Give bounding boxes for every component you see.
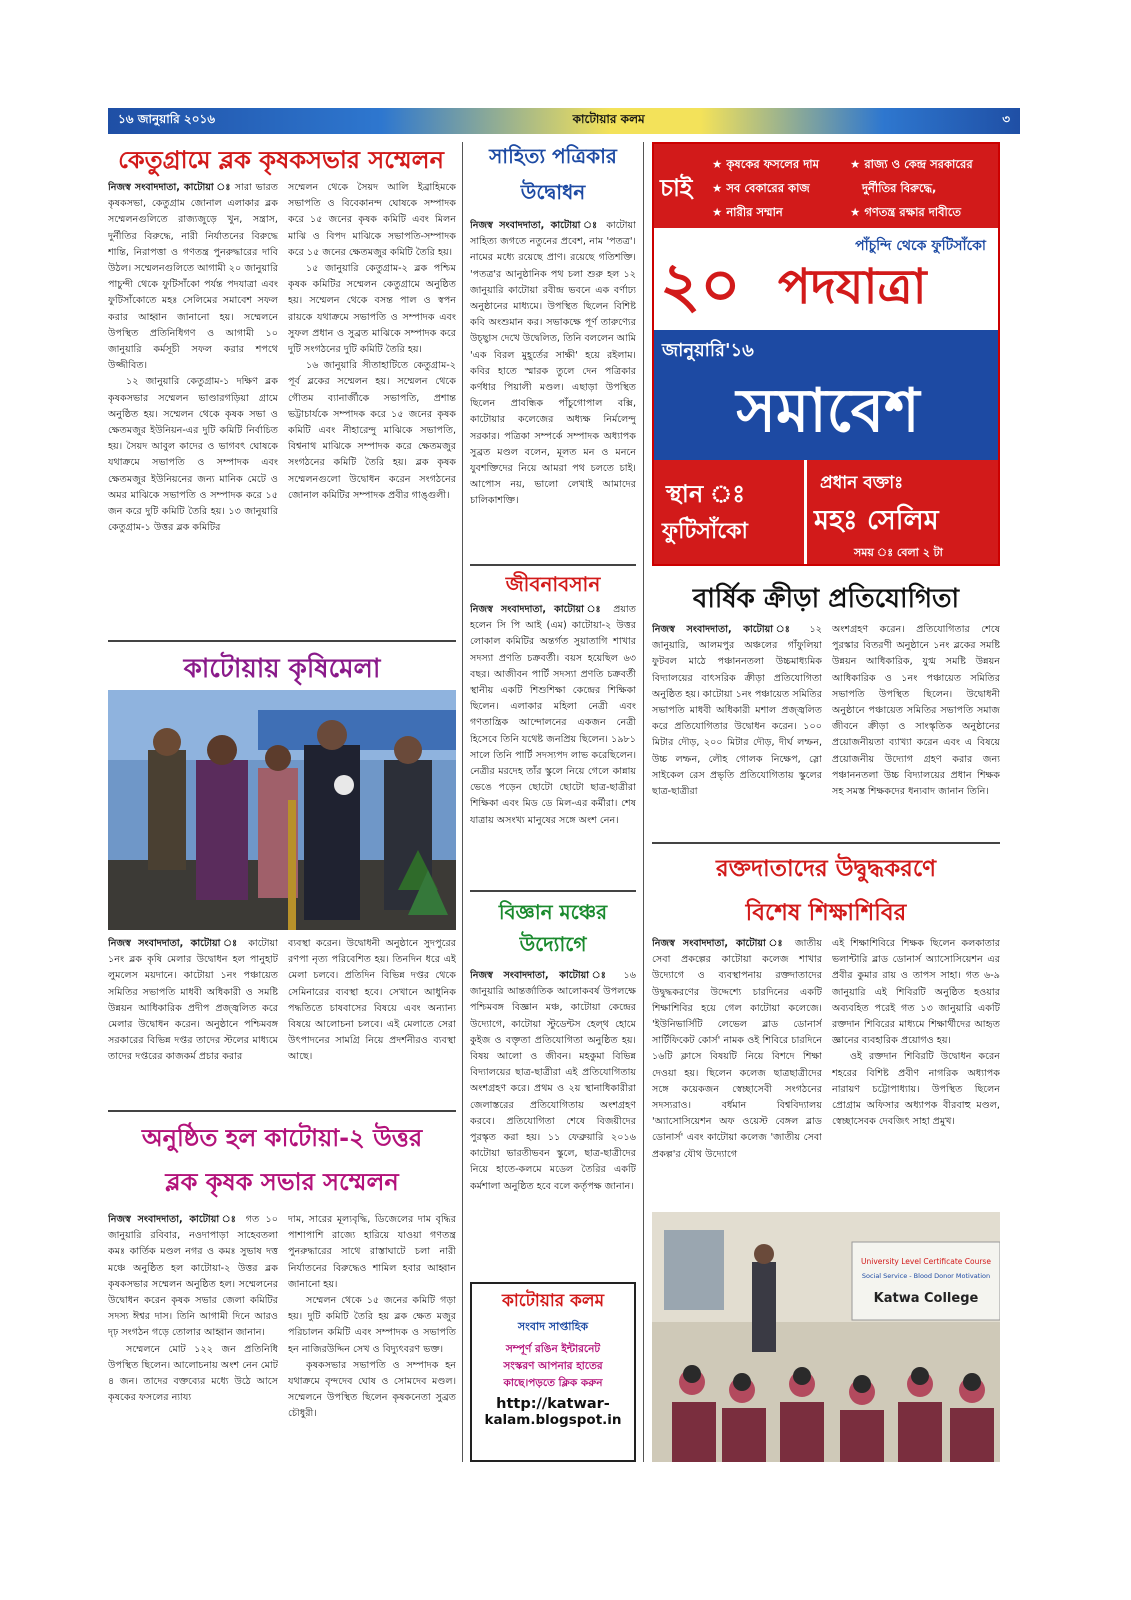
article-text: ১৫ জানুয়ারি কেতুগ্রাম-২ ব্লক পশ্চিম কৃষক কমিটির সম্মেলন কেতুগ্রামে অনুষ্ঠিত হয়। সম্মেলন থেকে বসন্ত পাল ও স্বপন রায়কে যথাক্রমে সভাপতি ও সম্পাদক এবং সুফল প্রধান ও সুব্রত মাঝিকে সম্পাদক করে দুটি সংগঠনের দুটি কমিটি তৈরি হয়। — [288, 263, 456, 356]
article-subtitle: বিশেষ শিক্ষাশিবির — [745, 900, 907, 926]
event-time: সময় ঃ বেলা ২ টা — [854, 546, 943, 559]
promo-line: সংস্করণ আপনার হাতের — [503, 1360, 603, 1372]
article-text: জাতীয় সেবা প্রকল্পের কাটোয়া কলেজ শাখার উদ্যোগে ও ব্যবস্থাপনায় রক্তদাতাদের উদ্বুদ্ধকরণের উদ্দেশ্যে চারদিনের একটি শিক্ষাশিবির হয়ে গেল কাটোয়া কলেজে। 'ইউনিভার্সিটি লেভেল ব্লাড ডোনার্স সার্টিফিকেট কোর্স' নামক ওই শিবিরে চারদিনে ১৬টি ক্লাসে বিষয়টি নিয়ে বিশদে শিক্ষা দেওয়া হয়। ছিলেন কলেজ ছাত্রছাত্রীদের সঙ্গে কয়েকজন স্বেচ্ছাসেবী সংগঠনের সদস্যরাও। বর্ধমান বিশ্ববিদ্যালয় 'অ্যাসোসিয়েশন অফ ওয়েস্ট বেঙ্গল ব্লাড ডোনার্স' এবং কাটোয়া কলেজ 'জাতীয় সেবা প্রকল্প'র যৌথ উদ্যোগে — [652, 938, 822, 1160]
article-body — [832, 622, 1000, 840]
article-title-obituary: জীবনাবসান — [505, 572, 601, 596]
demand-item: ★ কৃষকের ফসলের দাম — [712, 157, 819, 171]
banner-sign-line: Social Service - Blood Donor Motivation — [861, 1272, 991, 1280]
article-text: গত ১০ জানুয়ারি রবিবার, নওদাপাড়া সাহেবতলা কমঃ কার্তিক মণ্ডল নগর ও কমঃ সুভাষ দত্ত মঞ্চে অনুষ্ঠিত হল কাটোয়া-২ উত্তর ব্লক কৃষকসভার সম্মেলন অনুষ্ঠিত হল। সম্মেলনের উদ্বোধন করেন কৃষক সভার জেলা কমিটির সদস্য ঈশ্বর দাস। তিনি আগামী দিনে আরও দৃঢ় সংগঠন গড়ে তোলার আহ্বান জানান। — [108, 1214, 278, 1339]
divider — [652, 842, 1000, 844]
promo-line: সম্পূর্ণ রঙিন ইন্টারনেট — [505, 1343, 601, 1355]
article-text: কৃষকসভার সভাপতি ও সম্পাদক হন যথাক্রমে বৃন্দদেব ঘোষ ও সোমদেব মণ্ডল। সম্মেলনে উপস্থিত ছিলেন কৃষকনেতা সুব্রত চৌধুরী। — [288, 1359, 456, 1420]
krishi-mela-photo — [108, 690, 456, 930]
demand-item: ★ গণতন্ত্র রক্ষার দাবীতে — [850, 205, 962, 219]
byline: নিজস্ব সংবাদদাতা, কাটোয়া ঃ — [470, 604, 606, 615]
article-text: সম্মেলনে মোট ১২২ জন প্রতিনিধি উপস্থিত ছিলেন। আলোচনায় অংশ নেন মোট ৪ জন। তাদের বক্তব্যের মধ্যে উঠে আসে কৃষকের ফসলের ন্যায্য — [108, 1343, 278, 1404]
demand-item: ★ নারীর সম্মান — [712, 205, 783, 219]
article-body — [288, 180, 456, 640]
article-text: সম্মেলন থেকে সৈয়দ আলি ইব্রাহিমকে সভাপতি ও বিবেকানন্দ ঘোষকে সম্পাদক করে ১৫ জনের কৃষক কমিটি এবং মিলন মাঝি ও বিপদ মাঝিকে সভাপতি-সম্পাদক করে ১৫ জনের ক্ষেতমজুর কমিটি তৈরি হয়। — [288, 182, 456, 258]
march-day: ২০ — [660, 248, 741, 321]
divider — [108, 1110, 456, 1112]
article-body — [108, 180, 278, 640]
issue-date: ১৬ জানুয়ারি ২০১৬ — [118, 112, 216, 126]
blood-donor-class-photo — [652, 1212, 1000, 1462]
march-month: জানুয়ারি'১৬ — [662, 340, 754, 361]
page-header — [108, 108, 1020, 134]
article-text: ১২ জানুয়ারি, আলমপুর অঞ্চলের গাঁফুলিয়া ফুটবল মাঠে পঞ্চাননতলা উচ্চমাধ্যমিক বিদ্যালয়ের বাৎসরিক ক্রীড়া প্রতিযোগিতা অনুষ্ঠিত হয়। কাটোয়া ১নং পঞ্চায়েত সমিতির সভাপতি মাধবী অধিকারী মশাল প্রজ্জ্বলিত করে প্রতিযোগিতার উদ্বোধন করেন। ১০০ মিটার দৌড়, ২০০ মিটার দৌড়, দীর্ঘ লম্ফন, উচ্চ লম্ফন, লৌহ গোলক নিক্ষেপ, স্লো সাইকেল রেস প্রভৃতি প্রতিযোগিতায় স্কুলের ছাত্র-ছাত্রীরা — [652, 624, 822, 798]
article-text: ১৬ জানুয়ারি আন্তর্জাতিক আলোকবর্ষ উপলক্ষে পশ্চিমবঙ্গ বিজ্ঞান মঞ্চ, কাটোয়া কেন্দ্রের উদ্যোগে, কাটোয়া স্টুডেন্টস হেল্থ হোমে কুইজ ও বক্তৃতা প্রতিযোগিতা অনুষ্ঠিত হয়। বিষয় আলো ও জীবন। মহকুমা বিভিন্ন বিদ্যালয়ের ছাত্র-ছাত্রীরা এই প্রতিযোগিতায় অংশগ্রহণ করে। প্রথম ও ২য় স্থানাধিকারীরা জেলাস্তরের প্রতিযোগিতায় অংশগ্রহণ করবে। প্রতিযোগিতা শেষে বিজয়ীদের পুরস্কৃত করা হয়। ১১ ফেব্রুয়ারি ২০১৬ কাটোয়া ভারতীভবন স্কুলে, ছাত্র-ছাত্রীদের নিয়ে হাতে-কলমে মডেল তৈরির একটি কর্মশালা অনুষ্ঠিত হবে বলে কর্তৃপক্ষ জানান। — [470, 970, 636, 1192]
article-body — [288, 1212, 456, 1468]
article-body — [108, 1212, 278, 1468]
divider — [470, 564, 636, 566]
article-title-sports: বার্ষিক ক্রীড়া প্রতিযোগিতা — [692, 584, 960, 614]
byline: নিজস্ব সংবাদদাতা, কাটোয়া ঃ — [108, 1214, 240, 1225]
article-title-vigyan: বিজ্ঞান মঞ্চের — [498, 900, 608, 924]
byline: নিজস্ব সংবাদদাতা, কাটোয়া ঃ — [470, 970, 614, 981]
article-body — [470, 968, 636, 1274]
byline: নিজস্ব সংবাদদাতা, কাটোয়া ঃ — [108, 182, 232, 193]
article-body — [470, 602, 636, 884]
article-body — [652, 622, 822, 840]
promo-url[interactable]: kalam.blogspot.in — [484, 1412, 622, 1428]
article-title-blood-donor: রক্তদাতাদের উদ্বুদ্ধকরণে — [715, 856, 936, 882]
article-text: প্রয়াত হলেন সি পি আই (এম) কাটোয়া-২ উত্তর লোকাল কমিটির অন্তর্গত সুয়াতাগি শাখার সদস্যা প্রণতি চক্রবর্তী। বয়স হয়েছিল ৬৩ বছর। আজীবন পার্টি সদস্যা প্রণতি চক্রবর্তী স্থানীয় একটি শিশুশিক্ষা কেন্দ্রের শিক্ষিকা ছিলেন। এলাকার মহিলা নেত্রী এবং গণতান্ত্রিক আন্দোলনের একজন নেত্রী হিসেবে তিনি যথেষ্ট জনপ্রিয় ছিলেন। ১৯৮১ সালে তিনি পার্টি সদস্যপদ লাভ করেছিলেন। নেত্রীর মরদেহ তাঁর স্কুলে নিয়ে গেলে কান্নায় ভেঙে পড়েন ছোটো ছোটো ছাত্র-ছাত্রীরা শিক্ষিকা এবং মিড ডে মিল-এর কর্মীরা। শেষ যাত্রায় অসংখ্য মানুষের সঙ্গে অংশ নেন। — [470, 604, 636, 826]
article-text: অংশগ্রহণ করেন। প্রতিযোগিতার শেষে পুরস্কার বিতরণী অনুষ্ঠানে ১নং ব্লকের সমষ্টি উন্নয়ন আধিকারিক, যুগ্ম সমষ্টি উন্নয়ন আধিকারিক ও ১নং পঞ্চায়েত সমিতির সভাপতি উপস্থিত ছিলেন। উদ্বোধনী অনুষ্ঠানে পঞ্চায়েত সমিতির সভাপতি সমাজ জীবনে ক্রীড়া ও সাংস্কৃতিক অনুষ্ঠানের প্রয়োজনীয়তা ব্যাখ্যা করেন এবং এ বিষয়ে প্রয়োজনীয় উদ্যোগ গ্রহণ করার জন্য পঞ্চাননতলা উচ্চ বিদ্যালয়ের প্রধান শিক্ষক সহ সমস্ত শিক্ষকদের ধন্যবাদ জানান তিনি। — [832, 624, 1000, 798]
article-title-sahitya: সাহিত্য পত্রিকার — [489, 144, 617, 168]
article-text: ব্যবস্থা করেন। উদ্বোধনী অনুষ্ঠানে সুদপুরের রণপা নৃত্য পরিবেশিত হয়। তিনদিন ধরে এই মেলা চলবে। প্রতিদিন বিভিন্ন দপ্তর থেকে সেমিনারের ব্যবস্থা হবে। সেখানে আধুনিক পদ্ধতিতে চাষবাসের বিষয়ে এবং অন্যান্য বিষয়ে আলোচনা চলবে। এই মেলাতে সেরা উৎপাদনের সামগ্রি নিয়ে প্রদর্শনীরও ব্যবস্থা আছে। — [288, 938, 456, 1063]
paper-name: কাটোয়ার কলম — [572, 112, 645, 126]
divider — [470, 890, 636, 892]
article-text: দাম, সারের মূল্যবৃদ্ধি, ডিজেলের দাম বৃদ্ধির পাশাপাশি রাজ্যে হারিয়ে যাওয়া গণতন্ত্র পুনরুদ্ধারের সাথে রাস্তাঘাটে চলা নারী নির্যাতনের বিরুদ্ধেও শামিল হবার আহ্বান জানানো হয়। — [288, 1214, 456, 1290]
divider — [108, 640, 456, 642]
byline: নিজস্ব সংবাদদাতা, কাটোয়া ঃ — [652, 938, 788, 949]
article-text: ১৬ জানুয়ারি সীতাহাটিতে কেতুগ্রাম-২ পূর্ব ব্লকের সম্মেলন হয়। সম্মেলন থেকে গৌতম ব্যানার্জীকে সভাপতি, প্রশান্ত ভট্টাচার্যকে সম্পাদক করে ১৫ জনের কৃষক কমিটি এবং নীহারেন্দু মাঝিকে সভাপতি, বিশ্বনাথ মাঝিকে সম্পাদক করে ক্ষেতমজুর সংগঠনের কমিটি তৈরি হয়। ব্লক কৃষক সম্মেলনগুলো উদ্বোধন করেন সংগঠনের জোনাল কমিটির সম্পাদক প্রবীর গাঙ্গুলী। — [288, 360, 456, 501]
banner-sign-line: Katwa College — [873, 1291, 979, 1306]
march-route: পাঁচুন্দি থেকে ফুটিসাঁকো — [855, 238, 986, 254]
article-text: এই শিক্ষাশিবিরে শিক্ষক ছিলেন কলকাতার ভলান্টারি ব্লাড ডোনার্স অ্যাসোসিয়েশন এর প্রবীর কুমার রায় ও তাপস সাহা। গত ৬-৯ জানুয়ারি এই শিবিরটি অনুষ্ঠিত হওয়ার অব্যবহিত পরেই গত ১৩ জানুয়ারি একটি রক্তদান শিবিরের মাধ্যমে শিক্ষার্থীদের আহৃত জ্ঞানের ব্যবহারিক প্রয়োগও হয়। — [832, 938, 1000, 1047]
demand-item: ★ সব বেকারের কাজ — [712, 181, 810, 195]
article-text: সারা ভারত কৃষকসভা, কেতুগ্রাম জোনাল এলাকার ব্লক সম্মেলনগুলিতে রাজ্যজুড়ে খুন, সন্ত্রাস, দুর্নীতির বিরুদ্ধে, নারী নির্যাতনের বিরুদ্ধে শান্তি, নিরাপত্তা ও গণতন্ত্র পুনরুদ্ধারের দাবি উঠল। সম্মেলনগুলিতে আগামী ২০ জানুয়ারি পাচুন্দী থেকে ফুটিসাঁকো পর্যন্ত পদযাত্রা এবং ফুটিসাঁকোতে মহঃ সেলিমের সমাবেশ সফল করার আহ্বান জানানো হয়। সম্মেলনে উপস্থিত প্রতিনিধিগণ ও আগামী ১০ জানুয়ারি কর্মসূচী সফল করার শপথে উজ্জীবিত। — [108, 182, 278, 372]
article-title-krishi-mela: কাটোয়ায় কৃষিমেলা — [183, 654, 381, 684]
venue-label: স্থান ঃ — [666, 480, 746, 508]
article-title-krishak-sabha: কেতুগ্রামে ব্লক কৃষকসভার সম্মেলন — [118, 146, 444, 174]
article-subtitle: উদ্যোগে — [519, 932, 587, 956]
promo-url[interactable]: http://katwar- — [496, 1396, 610, 1412]
article-body — [108, 936, 278, 1104]
article-body — [832, 936, 1000, 1206]
article-body — [288, 936, 456, 1104]
march-title: পদযাত্রা — [778, 259, 927, 315]
article-text: ওই রক্তদান শিবিরটি উদ্বোধন করেন শহরের বিশিষ্ট প্রবীণ নাগরিক অধ্যাপক নারায়ণ চট্টোপাধ্যায়। উপস্থিত ছিলেন প্রোগ্রাম অফিসার অধ্যাপক বীরবাহু মণ্ডল, স্বেচ্ছাসেবক দেবজিৎ সাহা প্রমুখ। — [832, 1051, 1000, 1128]
demand-list — [712, 152, 819, 224]
article-body — [470, 218, 636, 562]
byline: নিজস্ব সংবাদদাতা, কাটোয়া ঃ — [108, 938, 242, 949]
article-body — [652, 936, 822, 1206]
speaker-label: প্রধান বক্তাঃ — [820, 473, 904, 493]
banner-sign-line: University Level Certificate Course — [861, 1257, 991, 1266]
column-rule — [643, 142, 644, 1462]
speaker-name: মহঃ সেলিম — [814, 505, 939, 536]
promo-sub: সংবাদ সাপ্তাহিক — [517, 1320, 589, 1333]
article-subtitle: উদ্বোধন — [520, 180, 586, 204]
banner-chai: চাই — [660, 174, 693, 202]
article-subtitle: ব্লক কৃষক সভার সম্মেলন — [165, 1168, 399, 1196]
article-title-katwa-2: অনুষ্ঠিত হল কাটোয়া-২ উত্তর — [141, 1124, 423, 1152]
article-text: কাটোয়া ১নং ব্লক কৃষি মেলার উদ্বোধন হল পানুহাট লুমলেস ময়দানে। কাটোয়া ১নং পঞ্চায়েত সমিতির সভাপতি মাধবী অধিকারী ও সমষ্টি উন্নয়ন আধিকারিক প্রদীপ প্রজ্জ্বলিত করে মেলার উদ্বোধন করেন। অনুষ্ঠানে পশ্চিমবঙ্গ সরকারের বিভিন্ন দপ্তর তাদের স্টলের মাধ্যমে তাদের দপ্তরের কাজকর্ম প্রচার করার — [108, 938, 278, 1063]
byline: নিজস্ব সংবাদদাতা, কাটোয়া ঃ — [652, 624, 799, 635]
demand-list — [850, 152, 973, 224]
promo-line: কাছে।পড়তে ক্লিক করুন — [503, 1377, 603, 1389]
article-text: কাটোয়া সাহিত্য জগতে নতুনের প্রবেশ, নাম 'পতত্র'। নামের মধ্যে রয়েছে প্রাণ। রয়েছে গতিশক্তি। 'পতত্র'র আনুষ্ঠানিক পথ চলা শুরু হল ১২ জানুয়ারি কাটোয়া রবীন্দ্র ভবনে এক বর্ণাঢ্য অনুষ্ঠানের মাধ্যমে। উপস্থিত ছিলেন বিশিষ্ট কবি অংশুমান কর। সভাকক্ষে পূর্ণ তারুণ্যের উচ্ছ্বাস দেখে উদ্বেলিত, তিনি বললেন আমি 'এক বিরল মুহূর্তের সাক্ষী' হয়ে রইলাম। কবির হাতে স্মারক তুলে দেন পত্রিকার কর্ণধার পিয়ালী মণ্ডল। এছাড়া উপস্থিত ছিলেন প্রাবন্ধিক পাঁচুগোপাল বক্সি, কাটোয়ার কলেজের অধ্যক্ষ নির্মলেন্দু সরকার। পত্রিকা সম্পর্কে সম্পাদক অধ্যাপক সুব্রত মণ্ডল বলেন, মূলত মন ও মননে যুবশক্তিদের নিয়ে আমরা পথ চলতে চাই। আপোস নয়, ভালো লেখাই আমাদের চালিকাশক্তি। — [470, 220, 636, 507]
article-text: ১২ জানুয়ারি কেতুগ্রাম-১ দক্ষিণ ব্লক কৃষকসভার সম্মেলন ভাণ্ডারগড়িয়া গ্রামে অনুষ্ঠিত হয়। সম্মেলন থেকে কৃষক সভা ও ক্ষেতমজুর ইউনিয়ন-এর দুটি কমিটি নির্বাচিত হয়। সৈয়দ আবুল কাদের ও ভাগবৎ ঘোষকে যথাক্রমে সভাপতি ও সম্পাদক এবং ক্ষেতমজুর ইউনিয়নের জন্য মানিক মেটে ও অমর মাঝিকে সভাপতি ও সম্পাদক করে ১৫ জন করে দুটি কমিটি তৈরি হয়। ১৩ জানুয়ারি কেতুগ্রাম-১ উত্তর ব্লক কমিটির — [108, 376, 278, 534]
page-number: ৩ — [1002, 112, 1010, 126]
column-rule — [462, 142, 463, 1462]
rally-banner — [652, 142, 1000, 566]
promo-box[interactable] — [470, 1282, 636, 1462]
byline: নিজস্ব সংবাদদাতা, কাটোয়া ঃ — [470, 220, 601, 231]
venue: ফুটিসাঁকো — [662, 519, 748, 544]
rally-title: সমাবেশ — [736, 376, 920, 446]
promo-name: কাটোয়ার কলম — [501, 1291, 605, 1311]
demand-item: দুর্নীতির বিরুদ্ধে, — [862, 181, 937, 195]
demand-item: ★ রাজ্য ও কেন্দ্র সরকারের — [850, 157, 973, 171]
banner-divider — [804, 460, 807, 566]
article-text: সম্মেলন থেকে ১৫ জনের কমিটি গড়া হয়। দুটি কমিটি তৈরি হয় ব্লক ক্ষেত মজুর পরিচালন কমিটি এবং সম্পাদক ও সভাপতি হন নাজিরউদ্দিন সেখ ও বিদ্যুৎবরণ ভক্ত। — [288, 1295, 456, 1355]
